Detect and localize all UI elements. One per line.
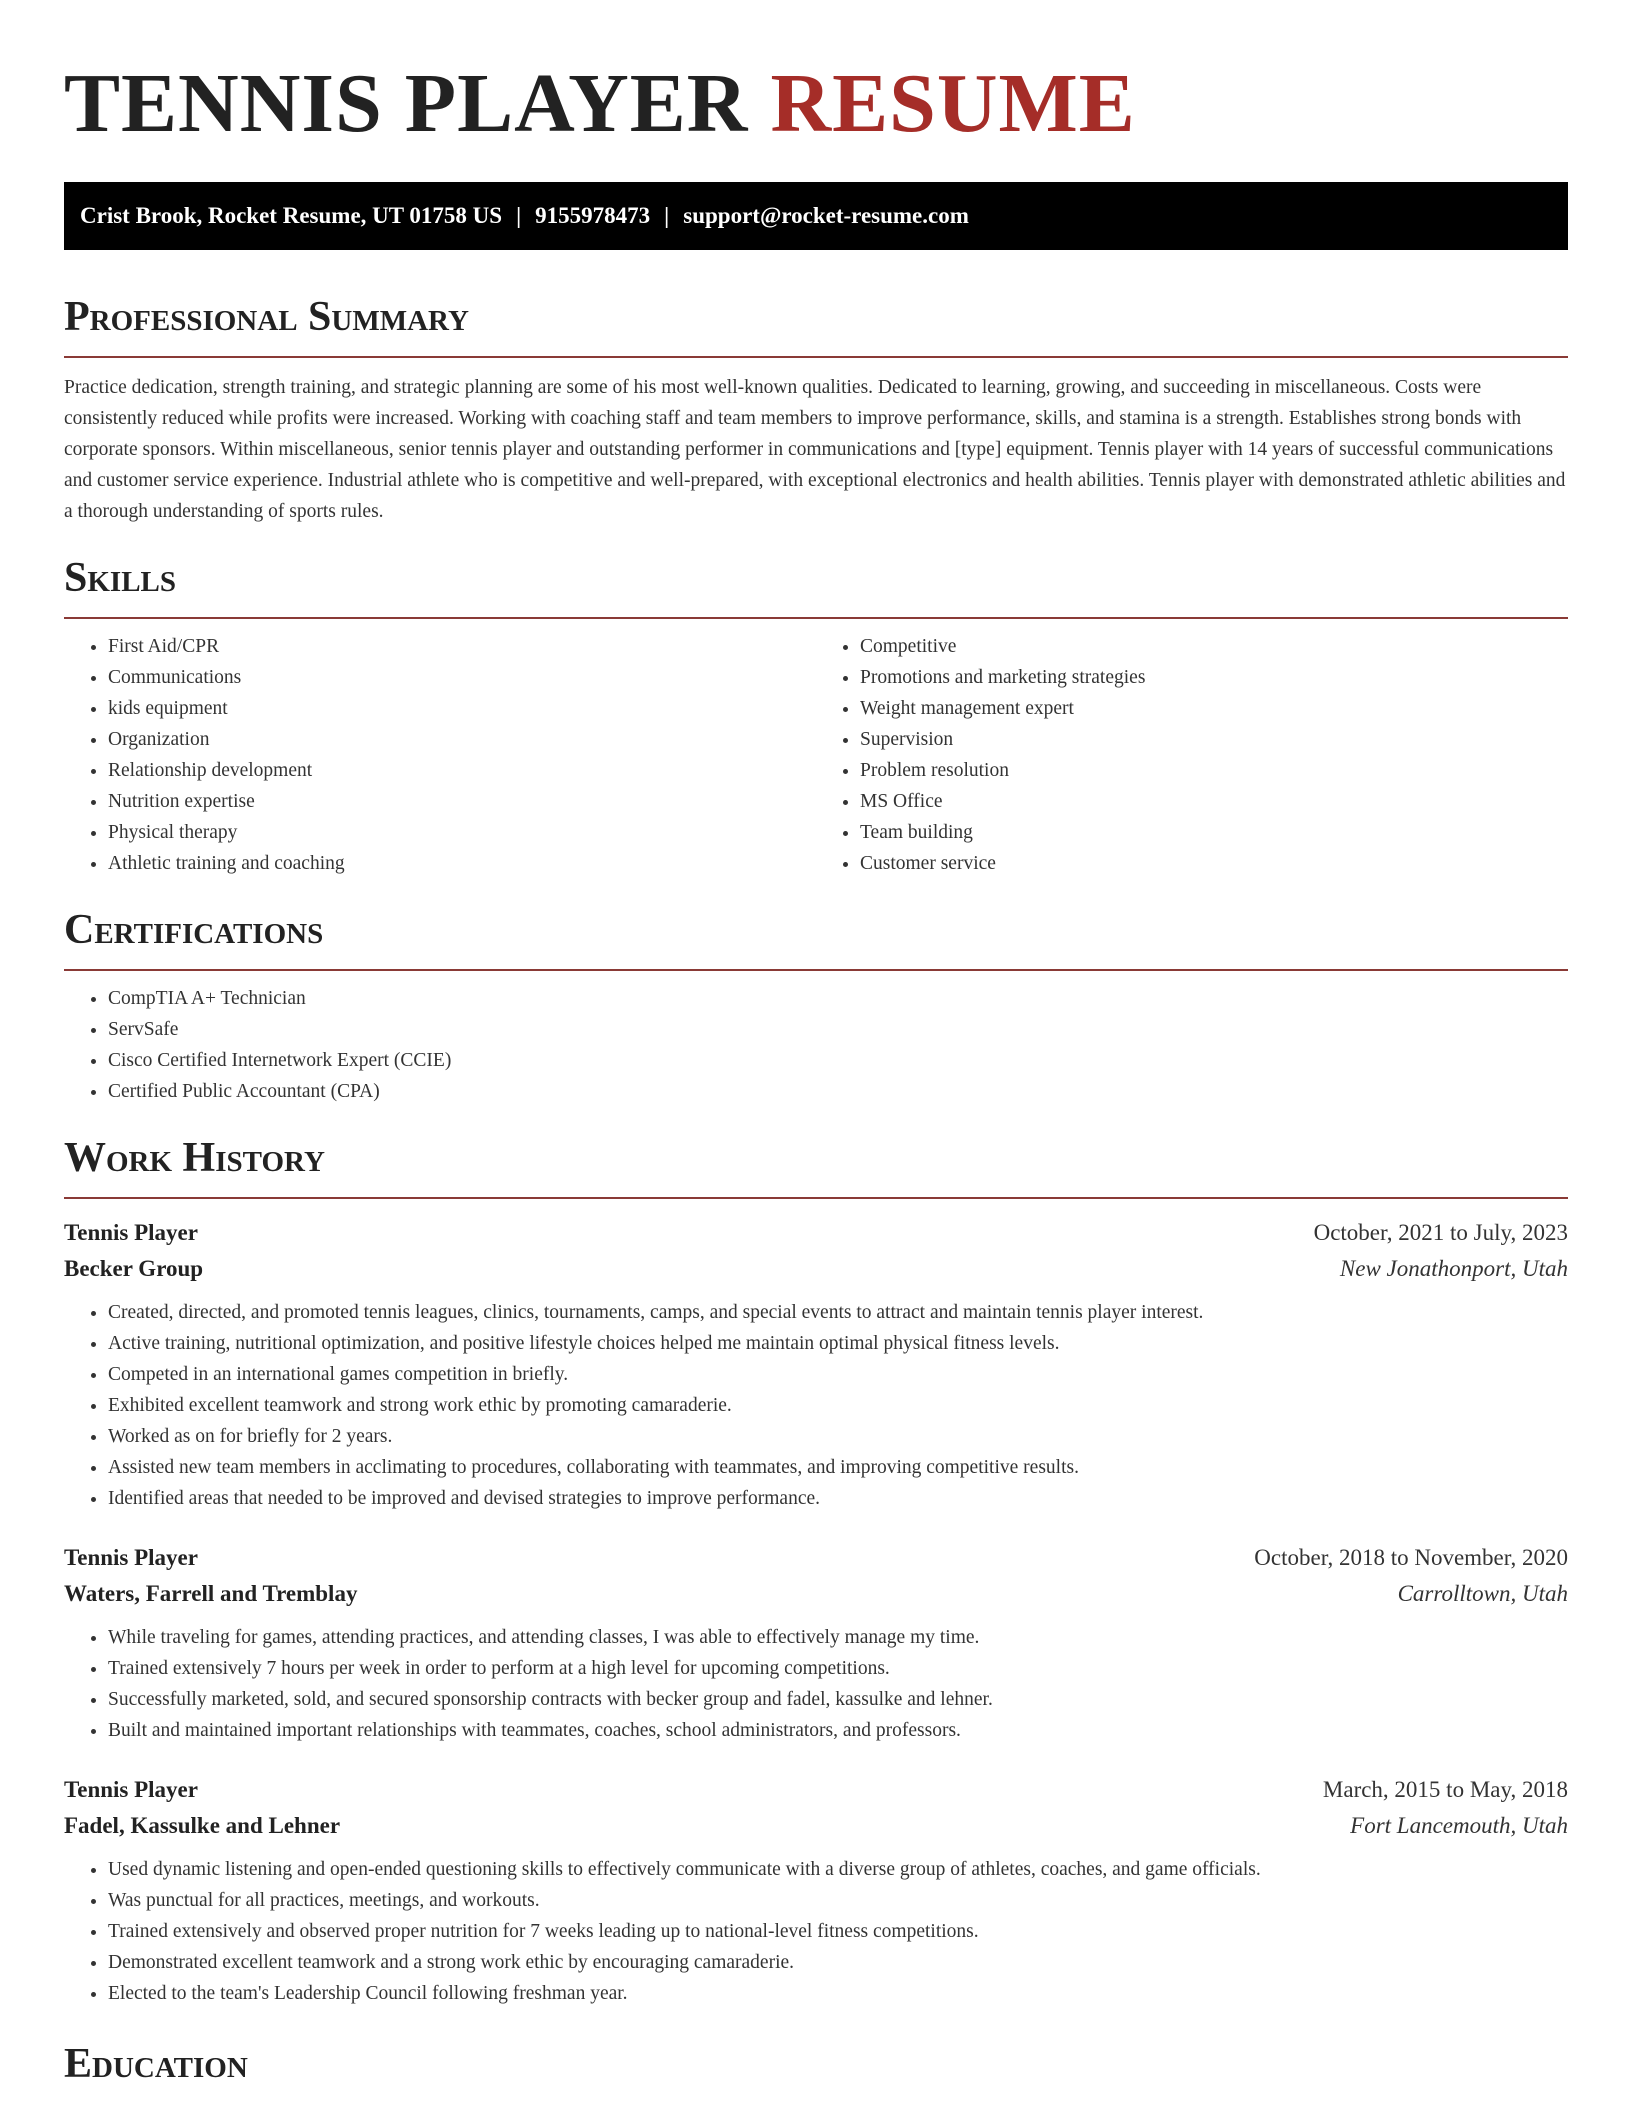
certifications-list [64, 983, 1568, 1107]
job-bullet: • Demonstrated excellent teamwork and a strong work ethic by encouraging camaraderie. [108, 1947, 1568, 1978]
job-company: Becker Group [64, 1256, 204, 1281]
work-history-section [64, 1133, 1568, 2009]
section-divider [64, 1197, 1568, 1199]
job-bullet: • Was punctual for all practices, meetings, and workouts. [108, 1885, 1568, 1916]
job-title: Tennis Player [64, 1777, 198, 1802]
skill-item: • Competitive [860, 631, 1568, 662]
skills-grid [64, 619, 1568, 879]
section-heading-education: Education [64, 2041, 248, 2087]
job-bullets [64, 1854, 1568, 2009]
section-heading-work-history: Work History [64, 1135, 325, 1181]
certification-item: • Cisco Certified Internetwork Expert (CCIE) [108, 1045, 1568, 1076]
job-location: New Jonathonport, Utah [1339, 1256, 1568, 1281]
title-accent: RESUME [770, 57, 1136, 150]
title-main: TENNIS PLAYER [64, 57, 749, 150]
skill-item: • Nutrition expertise [108, 786, 816, 817]
job-bullet: • Worked as on for briefly for 2 years. [108, 1421, 1568, 1452]
job-bullet: • Elected to the team's Leadership Council following freshman year. [108, 1978, 1568, 2009]
section-heading-certifications: Certifications [64, 907, 324, 953]
job-header-row [64, 1772, 1568, 1808]
skill-item: • MS Office [860, 786, 1568, 817]
job-dates: October, 2021 to July, 2023 [1313, 1220, 1568, 1245]
job-title: Tennis Player [64, 1220, 198, 1245]
contact-phone: 9155978473 [535, 203, 651, 228]
contact-separator: | [516, 203, 522, 228]
job-bullets [64, 1622, 1568, 1746]
job-bullet: • Used dynamic listening and open-ended questioning skills to effectively communicate with a diverse group of athletes, coaches, and game officials. [108, 1854, 1568, 1885]
job-company: Fadel, Kassulke and Lehner [64, 1813, 341, 1838]
skill-item: • kids equipment [108, 693, 816, 724]
skill-item: • Promotions and marketing strategies [860, 662, 1568, 693]
job-bullet: • Built and maintained important relationships with teammates, coaches, school administrators, and professors. [108, 1715, 1568, 1746]
job-header-row [64, 1540, 1568, 1576]
job-bullet: • Created, directed, and promoted tennis leagues, clinics, tournaments, camps, and special events to attract and maintain tennis player interest. [108, 1297, 1568, 1328]
education-section [64, 2039, 1568, 2089]
certification-item: • Certified Public Accountant (CPA) [108, 1076, 1568, 1107]
job-bullet: • Exhibited excellent teamwork and strong work ethic by promoting camaraderie. [108, 1390, 1568, 1421]
job-entry [64, 1215, 1568, 1514]
skill-item: • Communications [108, 662, 816, 693]
job-bullet: • Assisted new team members in acclimating to procedures, collaborating with teammates, and improving competitive results. [108, 1452, 1568, 1483]
job-dates: March, 2015 to May, 2018 [1322, 1777, 1568, 1802]
job-bullet: • Successfully marketed, sold, and secured sponsorship contracts with becker group and fadel, kassulke and lehner. [108, 1684, 1568, 1715]
skill-item: • Relationship development [108, 755, 816, 786]
skills-section [64, 553, 1568, 879]
certifications-section [64, 905, 1568, 1107]
job-title: Tennis Player [64, 1545, 198, 1570]
job-company-row [64, 1576, 1568, 1612]
skill-item: • Supervision [860, 724, 1568, 755]
section-divider [64, 969, 1568, 971]
job-bullet: • Competed in an international games competition in briefly. [108, 1359, 1568, 1390]
job-bullet: • Active training, nutritional optimization, and positive lifestyle choices helped me maintain optimal physical fitness levels. [108, 1328, 1568, 1359]
skill-item: • Team building [860, 817, 1568, 848]
skill-item: • Physical therapy [108, 817, 816, 848]
job-location: Carrolltown, Utah [1397, 1581, 1568, 1606]
skill-item: • First Aid/CPR [108, 631, 816, 662]
skill-item: • Customer service [860, 848, 1568, 879]
job-company-row [64, 1251, 1568, 1287]
job-entry [64, 1772, 1568, 2009]
contact-bar [64, 182, 1568, 250]
certification-item: • CompTIA A+ Technician [108, 983, 1568, 1014]
skills-list-right [816, 631, 1568, 879]
job-dates: October, 2018 to November, 2020 [1254, 1545, 1568, 1570]
skill-item: • Athletic training and coaching [108, 848, 816, 879]
job-entry [64, 1540, 1568, 1746]
certification-item: • ServSafe [108, 1014, 1568, 1045]
summary-text: Practice dedication, strength training, and strategic planning are some of his most well-known qualities. Dedicated to learning, growing, and succeeding in miscellaneous. Costs were consistently reduced while profits were increased. Working with coaching staff and team members to improve performance, skills, and stamina is a strength. Establishes strong bonds with corporate sponsors. Within miscellaneous, senior tennis player and outstanding performer in communications and [type] equipment. Tennis player with 14 years of successful communications and customer service experience. Industrial athlete who is competitive and well-prepared, with exceptional electronics and health abilities. Tennis player with demonstrated athletic abilities and a thorough understanding of sports rules. [64, 377, 1566, 522]
contact-email: support@rocket-resume.com [683, 203, 969, 228]
summary-section [64, 292, 1568, 527]
job-company: Waters, Farrell and Tremblay [64, 1581, 358, 1606]
contact-address: Crist Brook, Rocket Resume, UT 01758 US [80, 203, 503, 228]
job-header-row [64, 1215, 1568, 1251]
resume-title [64, 0, 1568, 150]
skill-item: • Weight management expert [860, 693, 1568, 724]
skill-item: • Organization [108, 724, 816, 755]
job-bullets [64, 1297, 1568, 1514]
section-divider [64, 356, 1568, 358]
section-heading-summary: Professional Summary [64, 294, 469, 340]
skills-list-left [64, 631, 816, 879]
job-bullet: • While traveling for games, attending practices, and attending classes, I was able to effectively manage my time. [108, 1622, 1568, 1653]
section-heading-skills: Skills [64, 555, 177, 601]
contact-separator: | [664, 203, 670, 228]
job-bullet: • Trained extensively 7 hours per week in order to perform at a high level for upcoming competitions. [108, 1653, 1568, 1684]
job-company-row [64, 1808, 1568, 1844]
job-bullet: • Trained extensively and observed proper nutrition for 7 weeks leading up to national-level fitness competitions. [108, 1916, 1568, 1947]
job-bullet: • Identified areas that needed to be improved and devised strategies to improve performance. [108, 1483, 1568, 1514]
skill-item: • Problem resolution [860, 755, 1568, 786]
job-location: Fort Lancemouth, Utah [1350, 1813, 1568, 1838]
